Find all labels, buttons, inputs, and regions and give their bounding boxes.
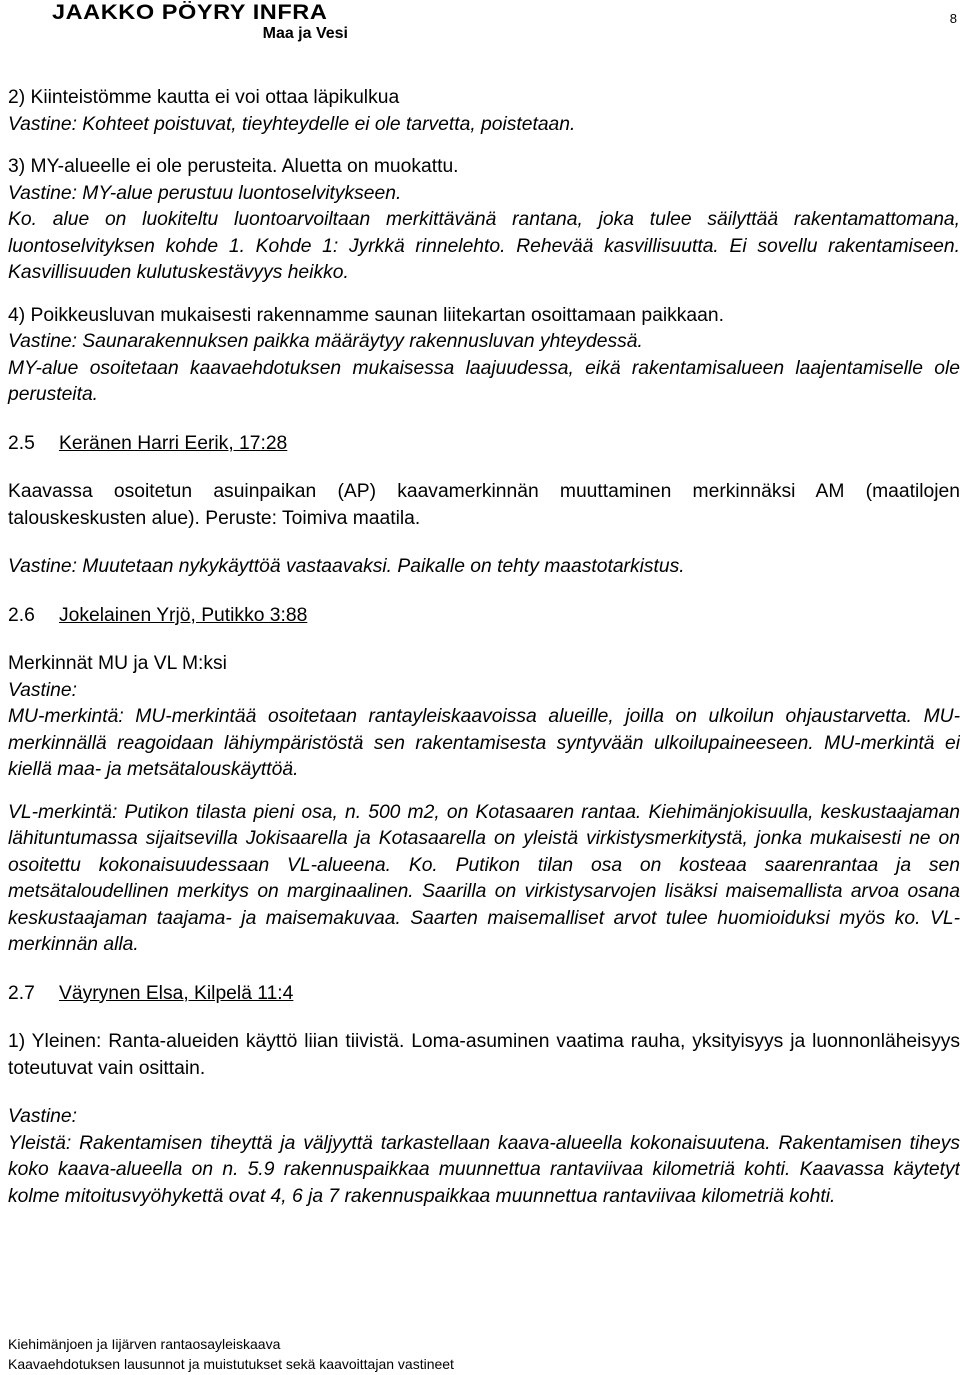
logo-sub-text: Maa ja Vesi <box>262 25 348 42</box>
paragraph: Merkinnät MU ja VL M:ksi <box>8 653 227 674</box>
logo-main-text: JAAKKO PÖYRY INFRA <box>52 1 328 24</box>
section-number: 2.6 <box>8 604 35 626</box>
paragraph: 3) MY-alueelle ei ole perusteita. Aluetta on muokattu. <box>8 156 459 177</box>
paragraph: 2) Kiinteistömme kautta ei voi ottaa läpikulkua <box>8 87 400 108</box>
reply-label: Vastine: <box>8 1106 77 1127</box>
paragraph: 4) Poikkeusluvan mukaisesti rakennamme saunan liitekartan osoittamaan paikkaan. <box>8 304 724 326</box>
reply-paragraph: Ko. alue on luokiteltu luontoarvoiltaan merkittävänä rantana, joka tulee säilyttää rakentamattomana, luontoselvityksen kohde 1. Kohde 1: Jyrkkä rinnelehto. Rehevää kasvillisuutta. Ei sovellu rakentamiseen. Kasvillisuuden kulutuskestävyys heikko. <box>8 209 960 283</box>
footer-line: Kiehimänjoen ja Iijärven rantaosayleiskaava <box>8 1336 281 1352</box>
document-body <box>8 85 960 1210</box>
company-logo <box>52 2 348 46</box>
reply-label: Vastine: <box>8 679 77 701</box>
footer-line: Kaavaehdotuksen lausunnot ja muistutukset sekä kaavoittajan vastineet <box>8 1356 454 1372</box>
reply-paragraph: Vastine: Saunarakennuksen paikka määräytyy rakennusluvan yhteydessä. <box>8 331 643 352</box>
section-title: Jokelainen Yrjö, Putikko 3:88 <box>59 604 308 626</box>
paragraph: Kaavassa osoitetun asuinpaikan (AP) kaavamerkinnän muuttaminen merkinnäksi AM (maatilojen talouskeskusten alue). Peruste: Toimiva maatila. <box>8 481 960 529</box>
reply-paragraph: Vastine: Muutetaan nykykäyttöä vastaavaksi. Paikalle on tehty maastotarkistus. <box>8 556 685 577</box>
reply-paragraph: MU-merkintä: MU-merkintää osoitetaan rantayleiskaavoissa alueille, joilla on ulkoilun ohjaustarvetta. MU-merkinnällä reagoidaan lähiympäristöstä sen rakentamisesta syntyvään ulkoilupaineeseen. MU-merkintä ei kiellä maa- ja metsätalouskäyttöä. <box>8 706 960 780</box>
reply-paragraph: Vastine: MY-alue perustuu luontoselvitykseen. <box>8 182 402 204</box>
section-number: 2.7 <box>8 982 35 1004</box>
paragraph: 1) Yleinen: Ranta-alueiden käyttö liian tiivistä. Loma-asuminen vaatima rauha, yksityisyys ja luonnonläheisyys toteutuvat vain osittain. <box>8 1031 960 1079</box>
section-title: Väyrynen Elsa, Kilpelä 11:4 <box>59 982 294 1004</box>
page-footer <box>8 1334 454 1374</box>
reply-paragraph: Vastine: Kohteet poistuvat, tieyhteydelle ei ole tarvetta, poistetaan. <box>8 113 576 135</box>
page-number: 8 <box>949 11 957 26</box>
section-number: 2.5 <box>8 432 35 454</box>
section-heading <box>8 603 960 630</box>
reply-paragraph: MY-alue osoitetaan kaavaehdotuksen mukaisessa laajuudessa, eikä rakentamisalueen laajentamiselle ole perusteita. <box>8 357 960 405</box>
reply-paragraph: VL-merkintä: Putikon tilasta pieni osa, n. 500 m2, on Kotasaaren rantaa. Kiehimänjokisuulla, keskustaajaman lähituntumassa sijaitsevilla Jokisaarella ja Kotasaarella on yleistä virkistysmerkitystä, jonka mukaisesti ne on osoitettu kokonaisuudessaan VL-alueena. Ko. Putikon tilan osa on kosteaa saarenrantaa ja sen metsätaloudellinen merkitys on marginaalinen. Saarilla on virkistysarvojen lisäksi maisemallista arvoa osana keskustaajaman taajama- ja maisemakuvaa. Saarten maisemalliset arvot tulee huomioiduksi myös ko. VL-merkinnän alla. <box>8 801 960 955</box>
section-heading <box>8 431 960 458</box>
section-title: Keränen Harri Eerik, 17:28 <box>59 432 288 454</box>
reply-paragraph: Yleistä: Rakentamisen tiheyttä ja väljyyttä tarkastellaan kaava-alueella kokonaisuutena. Rakentamisen tiheys koko kaava-alueella on n. 5.9 rakennuspaikkaa muunnettua rantaviivaa kilometriä kohti. Kaavassa käytetyt kolme mitoitusvyöhykettä ovat 4, 6 ja 7 rakennuspaikkaa muunnettua rantaviivaa kilometriä kohti. <box>8 1132 960 1207</box>
section-heading <box>8 981 960 1008</box>
